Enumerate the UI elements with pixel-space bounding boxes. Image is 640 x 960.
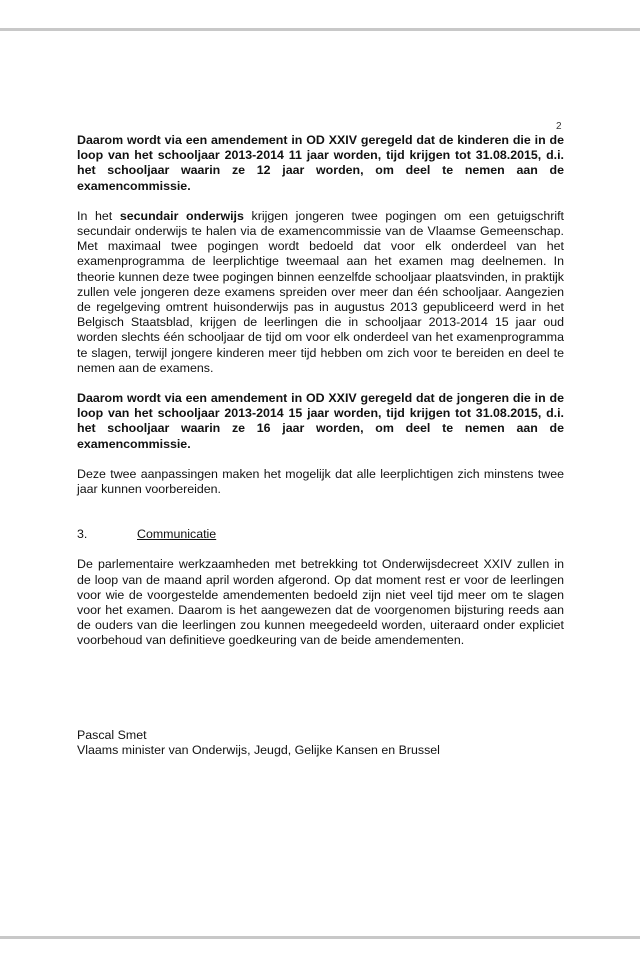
paragraph-text: krijgen jongeren twee pogingen om een getuigschrift secundair onderwijs te halen via de examencommissie van de Vlaamse Gemeenschap. Met maximaal twee pogingen wordt bedoeld dat voor elk onderdeel van het examenprogramma de leerplichtige tweemaal aan het examen mag deelnemen. In theorie kunnen deze twee pogingen binnen eenzelfde schooljaar plaatsvinden, in praktijk zullen vele jongeren deze examens spreiden over meer dan één schooljaar. Aangezien de regelgeving omtrent huisonderwijs pas in augustus 2013 gepubliceerd werd in het Belgisch Staatsblad, krijgen de leerlingen die in schooljaar 2013-2014 15 jaar oud worden slechts één schooljaar de tijd om voor elk onderdeel van het examenprogramma te slagen, terwijl jongere kinderen meer tijd hebben om zich voor te bereiden en deel te nemen aan de examens.	[77, 208, 564, 375]
paragraph-text: In het	[77, 208, 120, 223]
signature-name: Pascal Smet	[77, 728, 147, 742]
top-divider	[0, 28, 640, 31]
document-body	[77, 133, 564, 649]
section-title: Communicatie	[137, 527, 217, 542]
paragraph-amendment-children: Daarom wordt via een amendement in OD XXIV geregeld dat de kinderen die in de loop van het schooljaar 2013-2014 11 jaar worden, tijd krijgen tot 31.08.2015, d.i. het schooljaar waarin ze 12 jaar worden, om deel te nemen aan de examencommissie.	[77, 133, 564, 193]
paragraph-adjustments: Deze twee aanpassingen maken het mogelijk dat alle leerplichtigen zich minstens twee jaar kunnen voorbereiden.	[77, 466, 564, 497]
signature-block	[77, 728, 440, 758]
section-heading	[77, 527, 564, 542]
bottom-divider	[0, 936, 640, 939]
paragraph-secundair-onderwijs	[77, 209, 564, 376]
paragraph-communicatie: De parlementaire werkzaamheden met betrekking tot Onderwijsdecreet XXIV zullen in de loop van de maand april worden afgerond. Op dat moment rest er voor de leerlingen voor wie de voorgestelde amendementen bedoeld zijn niet veel tijd meer om te slagen voor het examen. Daarom is het aangewezen dat de voorgenomen bijsturing reeds aan de ouders van die leerlingen zou kunnen meegedeeld worden, uiteraard onder expliciet voorbehoud van definitieve goedkeuring van de beide amendementen.	[77, 557, 564, 648]
paragraph-amendment-youth: Daarom wordt via een amendement in OD XXIV geregeld dat de jongeren die in de loop van het schooljaar 2013-2014 15 jaar worden, tijd krijgen tot 31.08.2015, d.i. het schooljaar waarin ze 16 jaar worden, om deel te nemen aan de examencommissie.	[77, 391, 564, 451]
section-number: 3.	[77, 527, 88, 542]
signature-role: Vlaams minister van Onderwijs, Jeugd, Gelijke Kansen en Brussel	[77, 743, 440, 758]
emphasis-secundair-onderwijs: secundair onderwijs	[119, 208, 244, 223]
page-number: 2	[556, 121, 562, 132]
